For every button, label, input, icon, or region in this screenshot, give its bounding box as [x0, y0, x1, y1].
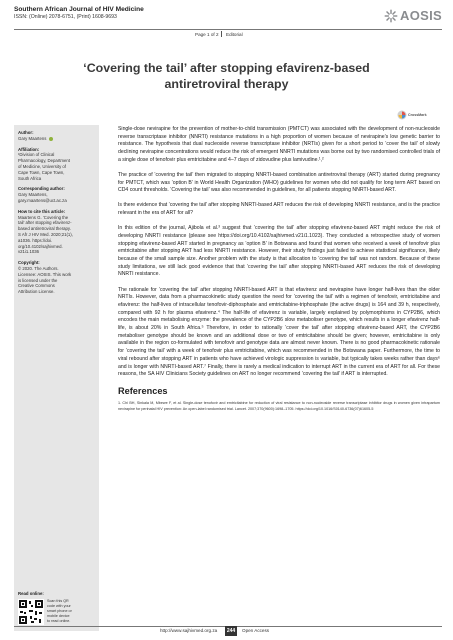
copyright-line: Attribution License.: [18, 289, 55, 295]
qr-row: [18, 599, 96, 625]
corresponding-label: Corresponding author:: [18, 186, 65, 192]
affiliation-line: Pharmacology, Department: [18, 158, 70, 164]
aosis-logo-icon: [384, 9, 398, 23]
copyright-line: © 2020. The Authors.: [18, 265, 59, 271]
author-block: [18, 130, 95, 142]
corresponding-name: Gary Maartens,: [18, 192, 48, 198]
author-name[interactable]: Gary Maartens: [18, 135, 47, 141]
cite-label: How to cite this article:: [18, 208, 66, 214]
page-of: Page 1 of 2: [195, 32, 219, 37]
cite-doi-link[interactable]: org/10.4102/sajhivmed.: [18, 243, 63, 249]
reference-item: 1. Chi BH, Sinkala M, Mbewe F, et al. Single-dose tenofovir and emtricitabine for reduction of viral resistance to non-nucleoside reverse transcriptase inhibitor drugs in women given intrapartum nevirapine for perinatal HIV prevention: An open-label randomised trial. Lancet. 2007;370(9600):1698–1705. https://doi.org/10.1016/S0140-6736(07)61605-5: [118, 401, 440, 411]
title-line-2: antiretroviral therapy: [164, 77, 289, 91]
logo-text: AOSIS: [400, 8, 442, 23]
body-paragraph: The rationale for ‘covering the tail’ after stopping NNRTI-based ART is that efavirenz and nevirapine have longer half-lives than the older NRTIs. However, data from a pharmacokinetic study question the need for ‘covering the tail’ with a regimen of tenofovir, emtricitabine and efavirenz: the half-lives of intracellular tenofovir-diphosphate and emtricitabine-triphosphate (the active drugs) is 164 and 39 h, respectively, compared with 92 h for plasma efavirenz.⁴ The half-life of efavirenz is variable, largely explained by polymorphisms in CYP2B6, which encodes the main metabolising enzyme: the prevalence of the CYP2B6 slow metaboliser genotype, which results in a longer efavirenz half-life, is about 20% in South Africa.⁵ Therefore, in order to rationally ‘cover the tail’ after stopping efavirenz-based ART, the CYP2B6 metaboliser genotype should be known and an additional dose or two of emtricitabine should be given; however, emtricitabine is only available in the region co-formulated with tenofovir and genotype data are almost never known. There is no good pharmacokinetic rationale for ‘covering the tail’ with a week of tenofovir plus emtricitabine, which was recommended in the Botswana paper. Furthermore, the time to viral rebound after stopping ART in patients who have achieved virologic suppression is variable, but typically takes weeks rather than days⁶ and is longer with NNRTI-based ART.⁷ Finally, there is rarely a medical indication to interrupt ART in the current era of ART for all. For these reasons, the SA HIV Clinicians Society guidelines on ART no longer recommend ‘covering the tail’ if ART is interrupted.: [118, 286, 440, 378]
qr-text-line: to read online.: [47, 618, 71, 623]
body-paragraph: In this edition of the journal, Ajibola et al.³ suggest that ‘covering the tail’ after stopping efavirenz-based ART might reduce the risk of developing NNRTI resistance (please see https://doi.org/10.4102/sajhivmed.v21i1.1023). They conducted a retrospective study of women stopping efavirenz-based ART started in pregnancy as ‘option B’ in Botswana and found that women who received a week of tenofovir plus emtricitabine after stopping ART had less NNRTI resistance. However, their study findings just failed to achieve statistical significance, likely because of the small sample size. Another problem with the study is that allocation to ‘covering the tail’ was not random. Because of these study limitations, we still lack good evidence that that ‘covering the tail’ after stopping NNRTI-based ART reduces the risk of developing NNRTI resistance.: [118, 225, 440, 278]
read-online-label: Read online:: [18, 591, 44, 596]
orcid-icon[interactable]: [49, 137, 53, 141]
qr-instructions: [47, 599, 91, 625]
crossmark-label: CrossMark: [408, 113, 427, 117]
journal-title: Southern African Journal of HIV Medicine: [14, 6, 144, 13]
qr-code-icon[interactable]: [18, 599, 44, 625]
crossmark-icon: [397, 110, 407, 120]
copyright-label: Copyright:: [18, 260, 40, 266]
qr-text-line: mobile device: [47, 613, 70, 618]
body-paragraph: Is there evidence that ‘covering the tail’ after stopping NNRTI-based ART reduces the risk of developing NNRTI resistance, and is the practice relevant in the era of ART for all?: [118, 202, 440, 217]
copyright-block: [18, 260, 95, 295]
page-footer: [14, 626, 442, 638]
cite-doi-link[interactable]: v21i1.1036: [18, 249, 40, 255]
corresponding-email[interactable]: gary.maartens@uct.ac.za: [18, 197, 67, 203]
author-label: Author:: [18, 130, 34, 135]
section-label: Editorial: [226, 32, 243, 37]
cite-line: Maartens G. ‘Covering the: [18, 214, 69, 220]
copyright-line: is licensed under the: [18, 277, 58, 283]
affiliation-line: Cape Town, Cape Town,: [18, 169, 65, 175]
title-line-1: ‘Covering the tail’ after stopping efavirenz-based: [83, 61, 370, 75]
article-body: [118, 126, 440, 412]
qr-text-line: smart phone or: [47, 608, 72, 613]
references-heading: References: [118, 386, 168, 397]
corresponding-block: [18, 186, 95, 203]
author-name-row: [18, 136, 95, 142]
affiliation-line: South Africa: [18, 175, 42, 181]
article-sidebar: [14, 125, 99, 631]
separator: [221, 31, 222, 37]
cite-block: [18, 209, 95, 255]
page-number: 244: [226, 628, 236, 634]
affiliation-block: [18, 147, 95, 182]
body-paragraph: The practice of ‘covering the tail’ then migrated to stopping NNRTI-based combination antiretroviral therapy (ART) started during pregnancy for PMTCT, which was ‘option B’ in World Health Organization (WHO) guidelines for women who did not qualify for long term ART based on CD4 count thresholds. ‘Covering the tail’ was also recommended in guidelines, for all patients stopping NNRTI-based ART.: [118, 171, 440, 194]
body-paragraph: Single-dose nevirapine for the prevention of mother-to-child transmission (PMTCT) was associated with the development of non-nucleoside reverse transcriptase inhibitor (NNRTI) resistance mutations in a high proportion of women because of nevirapine’s low genetic barrier to resistance. The hypothesis that dual nucleoside reverse transcriptase inhibitor (NRTIs) given for a short period to ‘cover the tail’ of slowly declining nevirapine concentrations would reduce the risk of emergent NNRTI mutations was borne out by two randomised controlled trials of a single dose of tenofovir plus emtricitabine and 4–7 days of zidovudine plus lamivudine.¹,²: [118, 126, 440, 163]
journal-url-link[interactable]: http://www.sajhivmed.org.za: [160, 628, 218, 633]
issn-line: ISSN: (Online) 2078-6751, (Print) 1608-9693: [14, 14, 117, 20]
qr-text-line: code with your: [47, 603, 71, 608]
cite-line: S Afr J HIV Med. 2020;21(1),: [18, 231, 73, 237]
read-online-block: [18, 591, 96, 625]
copyright-line: Creative Commons: [18, 283, 55, 289]
open-access-label: Open Access: [242, 628, 270, 633]
aosis-logo[interactable]: [384, 8, 442, 23]
crossmark-badge[interactable]: [397, 108, 435, 122]
article-title: [30, 60, 423, 92]
affiliation-label: Affiliation:: [18, 146, 40, 152]
copyright-line: Licensee: AOSIS. This work: [18, 271, 72, 277]
affiliation-line: of Medicine, University of: [18, 163, 67, 169]
cite-doi-link[interactable]: a1036. https://doi.: [18, 237, 53, 243]
qr-text-line: Scan this QR: [47, 598, 69, 603]
cite-line: based antiretroviral therapy.: [18, 226, 71, 232]
cite-line: tail’ after stopping efavirenz-: [18, 220, 72, 226]
affiliation-line: ¹Division of Clinical: [18, 152, 55, 158]
page-info-bar: [14, 29, 442, 37]
